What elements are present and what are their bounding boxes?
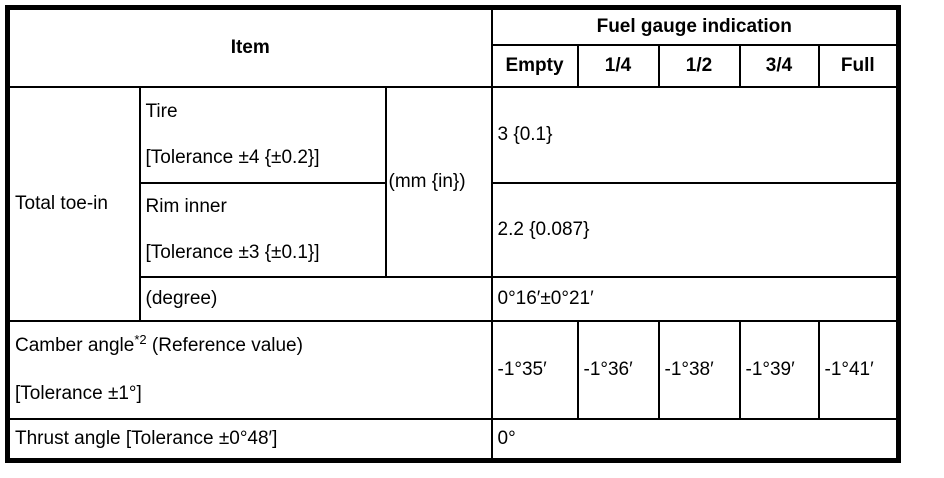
thrust-angle-value-cell: 0° xyxy=(492,419,899,461)
header-row-1 xyxy=(8,8,899,46)
rim-inner-value-cell: 2.2 {0.087} xyxy=(492,183,899,277)
tire-label-line1: Tire xyxy=(145,101,178,122)
camber-label-cell xyxy=(8,321,492,419)
camber-tolerance-line: [Tolerance ±1°] xyxy=(15,383,142,404)
toe-in-tire-row xyxy=(8,87,899,183)
toe-in-degree-row xyxy=(8,277,899,321)
wheel-alignment-spec-table xyxy=(5,5,901,463)
camber-footnote-marker: *2 xyxy=(134,332,147,347)
camber-label-text: Camber angle xyxy=(15,335,135,356)
gauge-level-full: Full xyxy=(819,45,899,87)
camber-reference-text: (Reference value) xyxy=(151,335,303,356)
camber-value-full: -1°41′ xyxy=(819,321,899,419)
fuel-gauge-header-cell: Fuel gauge indication xyxy=(492,8,899,46)
unit-mm-in-cell: (mm {in}) xyxy=(386,87,492,277)
gauge-level-empty: Empty xyxy=(492,45,578,87)
rim-inner-label-line1: Rim inner xyxy=(145,196,227,217)
thrust-angle-row xyxy=(8,419,899,461)
camber-value-three-quarter: -1°39′ xyxy=(740,321,819,419)
camber-angle-row xyxy=(8,321,899,419)
gauge-level-quarter: 1/4 xyxy=(578,45,659,87)
degree-value-cell: 0°16′±0°21′ xyxy=(492,277,899,321)
tire-tolerance-line: [Tolerance ±4 {±0.2}] xyxy=(145,147,320,168)
camber-value-half: -1°38′ xyxy=(659,321,740,419)
tire-label-cell xyxy=(140,87,386,183)
rim-inner-tolerance-line: [Tolerance ±3 {±0.1}] xyxy=(145,242,320,263)
camber-value-empty: -1°35′ xyxy=(492,321,578,419)
total-toe-in-label-cell: Total toe-in xyxy=(8,87,140,321)
item-header-cell: Item xyxy=(8,8,492,88)
tire-value-cell: 3 {0.1} xyxy=(492,87,899,183)
unit-degree-cell: (degree) xyxy=(140,277,492,321)
gauge-level-half: 1/2 xyxy=(659,45,740,87)
thrust-angle-label-cell: Thrust angle [Tolerance ±0°48′] xyxy=(8,419,492,461)
camber-value-quarter: -1°36′ xyxy=(578,321,659,419)
gauge-level-three-quarter: 3/4 xyxy=(740,45,819,87)
rim-inner-label-cell xyxy=(140,183,386,277)
camber-label-line1 xyxy=(15,322,486,370)
